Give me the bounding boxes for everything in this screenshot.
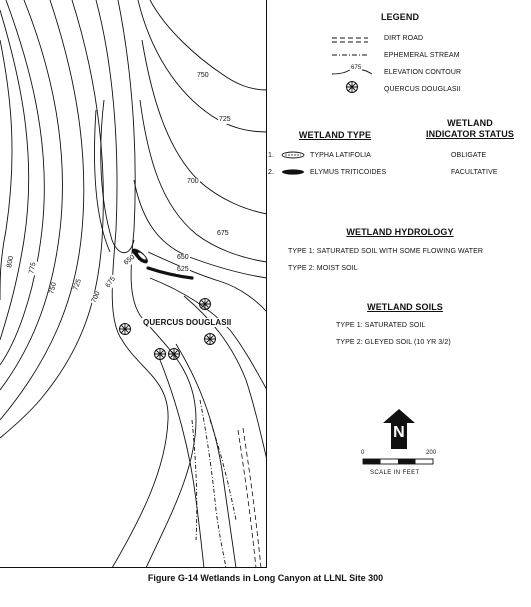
soils-line-2: TYPE 2: GLEYED SOIL (10 YR 3/2) [336, 339, 451, 346]
dirt-road-symbol [330, 35, 370, 45]
oak-tree-icon [153, 347, 167, 361]
hydrology-line-2: TYPE 2: MOIST SOIL [288, 265, 358, 272]
map-border [0, 567, 267, 568]
contour-label: 725 [72, 278, 83, 292]
map-tree-label: QUERCUS DOUGLASII [143, 318, 232, 327]
legend-label-elevation-contour: ELEVATION CONTOUR [384, 69, 462, 76]
contour-label: 675 [217, 230, 229, 237]
map-border [266, 0, 267, 568]
scale-end: 200 [426, 450, 437, 456]
contour-label: 700 [187, 178, 199, 185]
contour-label: 750 [48, 281, 59, 295]
legend-label-dirt-road: DIRT ROAD [384, 35, 424, 42]
soils-line-1: TYPE 1: SATURATED SOIL [336, 322, 426, 329]
oak-tree-icon [203, 332, 217, 346]
contour-label: 625 [177, 266, 189, 273]
contour-label: 750 [197, 72, 209, 79]
wetland-type-num-2: 2. [268, 169, 275, 176]
figure-caption: Figure G-14 Wetlands in Long Canyon at LLNL Site 300 [147, 573, 384, 583]
oak-tree-icon [167, 347, 181, 361]
wetland-status-1: OBLIGATE [451, 152, 487, 159]
scale-bar [362, 458, 434, 466]
ephemeral-stream-symbol [330, 50, 370, 60]
contour-label: 650 [122, 253, 137, 267]
contour-label: 775 [28, 261, 38, 275]
scale-start: 0 [361, 450, 365, 456]
map-panel [0, 0, 267, 568]
indicator-status-heading-2: INDICATOR STATUS [426, 129, 514, 139]
north-letter: N [393, 424, 405, 441]
indicator-status-heading-1: WETLAND [447, 118, 493, 128]
legend-label-quercus: QUERCUS DOUGLASII [384, 86, 461, 93]
wetland-status-2: FACULTATIVE [451, 169, 498, 176]
contour-label: 675 [104, 275, 118, 290]
hydrology-line-1: TYPE 1: SATURATED SOIL WITH SOME FLOWING WATER [288, 248, 484, 255]
hydrology-heading: WETLAND HYDROLOGY [346, 227, 454, 237]
wetland-species-2: ELYMUS TRITICOIDES [310, 169, 387, 176]
contour-label: 800 [6, 255, 16, 269]
soils-heading: WETLAND SOILS [367, 302, 443, 312]
contour-map [0, 0, 267, 568]
contour-label: 700 [90, 290, 102, 305]
scale-caption: SCALE IN FEET [370, 470, 420, 476]
oak-tree-icon [345, 80, 359, 94]
wetland-type-num-1: 1. [268, 152, 275, 159]
contour-label: 725 [219, 116, 231, 123]
contour-label: 650 [177, 254, 189, 261]
legend-title: LEGEND [380, 12, 420, 22]
typha-symbol [280, 150, 306, 160]
legend-contour-sample: 675 [351, 65, 362, 71]
elymus-symbol [280, 167, 306, 177]
wetland-type-heading: WETLAND TYPE [298, 130, 372, 140]
wetland-species-1: TYPHA LATIFOLIA [310, 152, 371, 159]
oak-tree-icon [118, 322, 132, 336]
oak-tree-icon [198, 297, 212, 311]
legend-label-ephemeral-stream: EPHEMERAL STREAM [384, 52, 460, 59]
